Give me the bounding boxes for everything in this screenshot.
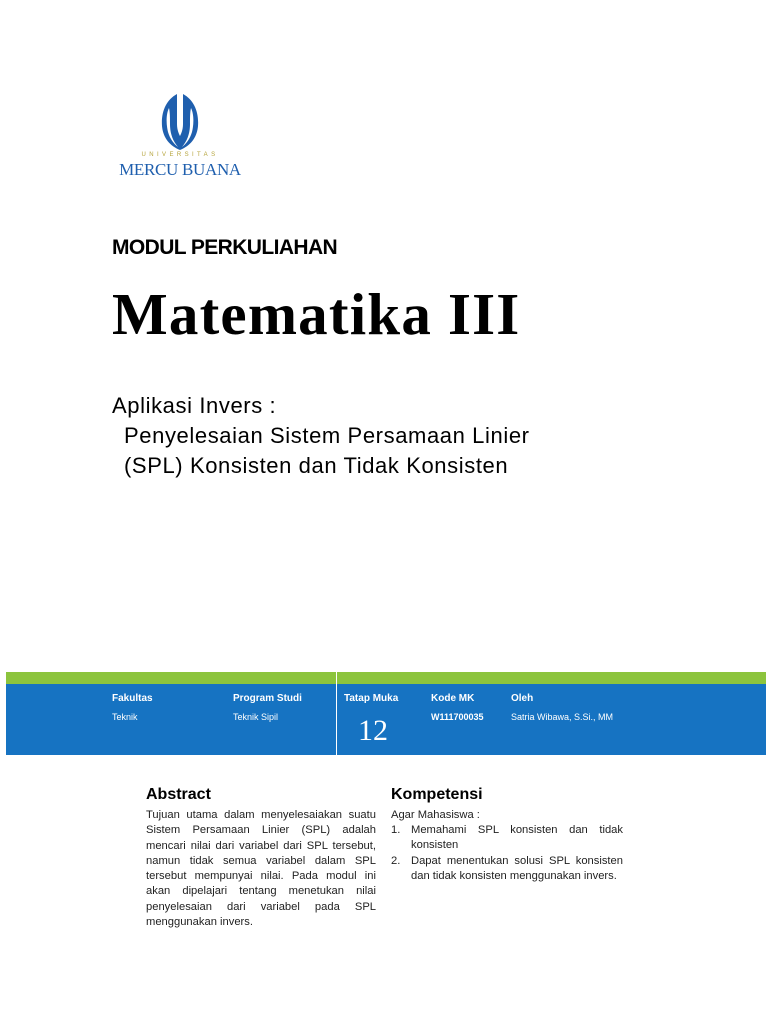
- kode-mk-value: W111700035: [431, 712, 484, 722]
- oleh-label: Oleh: [511, 693, 534, 704]
- program-studi-label: Program Studi: [233, 693, 302, 704]
- subtitle: [112, 391, 530, 481]
- kode-mk-label: Kode MK: [431, 693, 475, 704]
- subtitle-line-2: Penyelesaian Sistem Persamaan Linier: [124, 423, 530, 448]
- kompetensi-list: [391, 823, 623, 884]
- kompetensi-title: Kompetensi: [391, 786, 483, 803]
- kompetensi-item: [391, 854, 623, 885]
- oleh-value: Satria Wibawa, S.Si., MM: [511, 712, 614, 722]
- kompetensi-intro: Agar Mahasiswa :: [391, 809, 480, 821]
- program-studi-value: Teknik Sipil: [233, 712, 279, 722]
- tatap-muka-value: 12: [358, 714, 388, 747]
- info-bar-divider: [336, 672, 337, 755]
- subtitle-line-1: Aplikasi Invers :: [112, 393, 277, 418]
- info-bar-accent: [6, 672, 766, 684]
- kompetensi-item: [391, 823, 623, 854]
- kompetensi-item-number: 2.: [391, 854, 401, 867]
- university-logo: [112, 88, 248, 194]
- tatap-muka-label: Tatap Muka: [344, 693, 399, 704]
- subtitle-line-3: (SPL) Konsisten dan Tidak Konsisten: [124, 453, 509, 478]
- modul-label: MODUL PERKULIAHAN: [112, 236, 338, 259]
- fakultas-value: Teknik: [112, 712, 138, 722]
- kompetensi-item-text: Dapat menentukan solusi SPL konsisten dan tidak konsisten menggunakan invers.: [411, 854, 623, 882]
- logo-name: MERCU BUANA: [119, 160, 241, 179]
- fakultas-label: Fakultas: [112, 693, 153, 704]
- kompetensi-item-text: Memahami SPL konsisten dan tidak konsisten: [411, 824, 623, 852]
- abstract-text: Tujuan utama dalam menyelesaiakan suatu Sistem Persamaan Linier (SPL) adalah mencari nilai dari variabel dari SPL tersebut, namun tidak semua variabel dalam SPL tersebut mempunyai nilai. Pada modul ini akan dipelajari tentang menetukan nilai penyelesaian dari variabel pada SPL menggunakan invers.: [146, 809, 376, 929]
- page-title: Matematika III: [112, 281, 521, 347]
- kompetensi-item-number: 1.: [391, 824, 401, 836]
- abstract-title: Abstract: [146, 786, 211, 803]
- mercu-buana-emblem-icon: [156, 90, 204, 152]
- logo-university-label: UNIVERSITAS: [141, 152, 219, 158]
